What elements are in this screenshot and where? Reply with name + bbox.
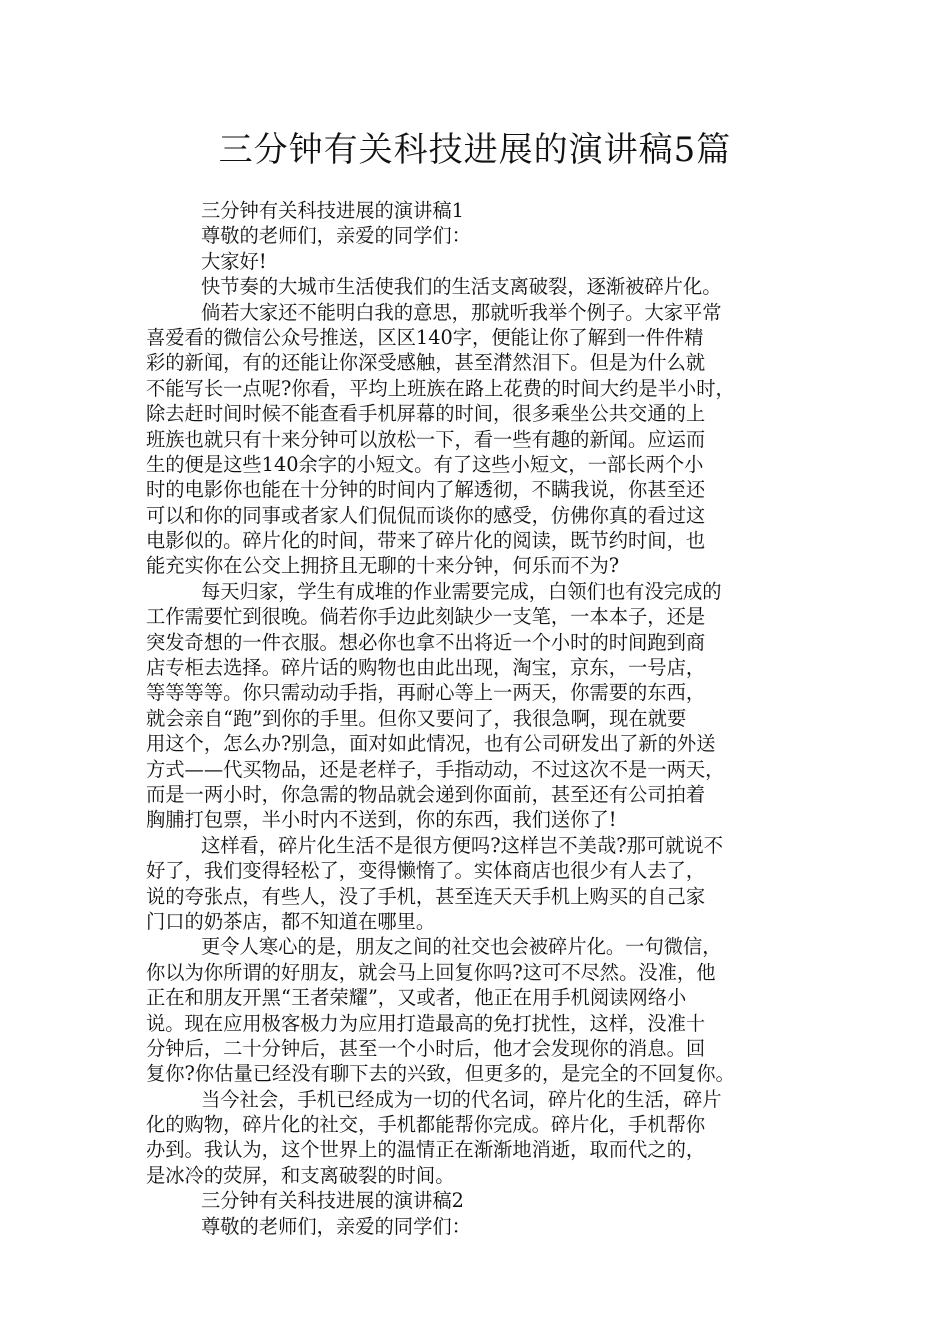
paragraph-line: 电影似的。碎片化的时间，带来了碎片化的阅读，既节约时间，也 — [146, 529, 706, 553]
paragraph-line: 喜爱看的微信公众号推送，区区140字，便能让你了解到一件件精 — [146, 325, 704, 349]
paragraph-first-line: 当今社会，手机已经成为一切的代名词，碎片化的生活，碎片 — [201, 1087, 722, 1111]
paragraph-line: 方式——代买物品，还是老样子，手指动动，不过这次不是一两天， — [146, 757, 725, 781]
paragraph-first-line: 每天归家，学生有成堆的作业需要完成，白领们也有没完成的 — [201, 579, 722, 603]
paragraph-line: 用这个，怎么办?别急，面对如此情况，也有公司研发出了新的外送 — [146, 732, 716, 756]
paragraph-line: 店专柜去选择。碎片话的购物也由此出现，淘宝，京东，一号店， — [146, 656, 706, 680]
document-title: 三分钟有关科技进展的演讲稿5篇 — [218, 130, 732, 170]
paragraph-line: 除去赶时间时候不能查看手机屏幕的时间，很多乘坐公共交通的上 — [146, 402, 706, 426]
paragraph-first-line: 三分钟有关科技进展的演讲稿2 — [201, 1189, 464, 1213]
paragraph-line: 时的电影你也能在十分钟的时间内了解透彻，不瞒我说，你甚至还 — [146, 478, 706, 502]
paragraph-line: 就会亲自“跑”到你的手里。但你又要问了，我很急啊，现在就要 — [146, 706, 687, 730]
paragraph-line: 化的购物，碎片化的社交，手机都能帮你完成。碎片化，手机帮你 — [146, 1113, 706, 1137]
paragraph-line: 门口的奶茶店，都不知道在哪里。 — [146, 909, 436, 933]
paragraph-line: 可以和你的同事或者家人们侃侃而谈你的感受，仿佛你真的看过这 — [146, 503, 706, 527]
paragraph-first-line: 快节奏的大城市生活使我们的生活支离破裂，逐渐被碎片化。 — [201, 275, 722, 299]
paragraph-line: 你以为你所谓的好朋友，就会马上回复你吗?这可不尽然。没准，他 — [146, 960, 716, 984]
paragraph-first-line: 倘若大家还不能明白我的意思，那就听我举个例子。大家平常 — [201, 300, 722, 324]
paragraph-line: 好了，我们变得轻松了，变得懒惰了。实体商店也很少有人去了， — [146, 859, 706, 883]
document-body — [146, 198, 814, 1239]
paragraph-first-line: 更令人寒心的是，朋友之间的社交也会被碎片化。一句微信， — [201, 935, 722, 959]
paragraph-first-line: 尊敬的老师们，亲爱的同学们： — [201, 1214, 471, 1238]
paragraph-line: 班族也就只有十来分钟可以放松一下，看一些有趣的新闻。应运而 — [146, 427, 706, 451]
paragraph-line: 生的便是这些140余字的小短文。有了这些小短文，一部长两个小 — [146, 452, 704, 476]
paragraph-first-line: 这样看，碎片化生活不是很方便吗?这样岂不美哉?那可就说不 — [201, 833, 723, 857]
paragraph-line: 胸脯打包票，半小时内不送到，你的东西，我们送你了! — [146, 808, 617, 832]
paragraph-line: 突发奇想的一件衣服。想必你也拿不出将近一个小时的时间跑到商 — [146, 630, 706, 654]
paragraph-line: 而是一两小时，你急需的物品就会递到你面前，甚至还有公司拍着 — [146, 782, 706, 806]
paragraph-line: 说的夸张点，有些人，没了手机，甚至连天天手机上购买的自己家 — [146, 884, 706, 908]
paragraph-line: 复你?你估量已经没有聊下去的兴致，但更多的，是完全的不回复你。 — [146, 1062, 735, 1086]
paragraph-line: 工作需要忙到很晚。倘若你手边此刻缺少一支笔，一本本子，还是 — [146, 605, 706, 629]
paragraph-line: 彩的新闻，有的还能让你深受感触，甚至潸然泪下。但是为什么就 — [146, 351, 706, 375]
paragraph-first-line: 三分钟有关科技进展的演讲稿1 — [201, 199, 464, 222]
paragraph-line: 分钟后，二十分钟后，甚至一个小时后，他才会发现你的消息。回 — [146, 1036, 706, 1060]
paragraph-first-line: 大家好! — [201, 249, 267, 273]
paragraph-line: 办到。我认为，这个世界上的温情正在渐渐地消逝，取而代之的， — [146, 1138, 706, 1162]
paragraph-line: 是冰冷的荧屏，和支离破裂的时间。 — [146, 1163, 455, 1187]
paragraph-first-line: 尊敬的老师们，亲爱的同学们： — [201, 224, 471, 248]
paragraph-line: 说。现在应用极客极力为应用打造最高的免打扰性，这样，没准十 — [146, 1011, 706, 1035]
paragraph-line: 不能写长一点呢?你看，平均上班族在路上花费的时间大约是半小时， — [146, 376, 735, 400]
paragraph-line: 等等等等。你只需动动手指，再耐心等上一两天，你需要的东西， — [146, 681, 706, 705]
paragraph-line: 能充实你在公交上拥挤且无聊的十来分钟，何乐而不为? — [146, 554, 620, 578]
paragraph-line: 正在和朋友开黑“王者荣耀”，又或者，他正在用手机阅读网络小 — [146, 986, 687, 1010]
